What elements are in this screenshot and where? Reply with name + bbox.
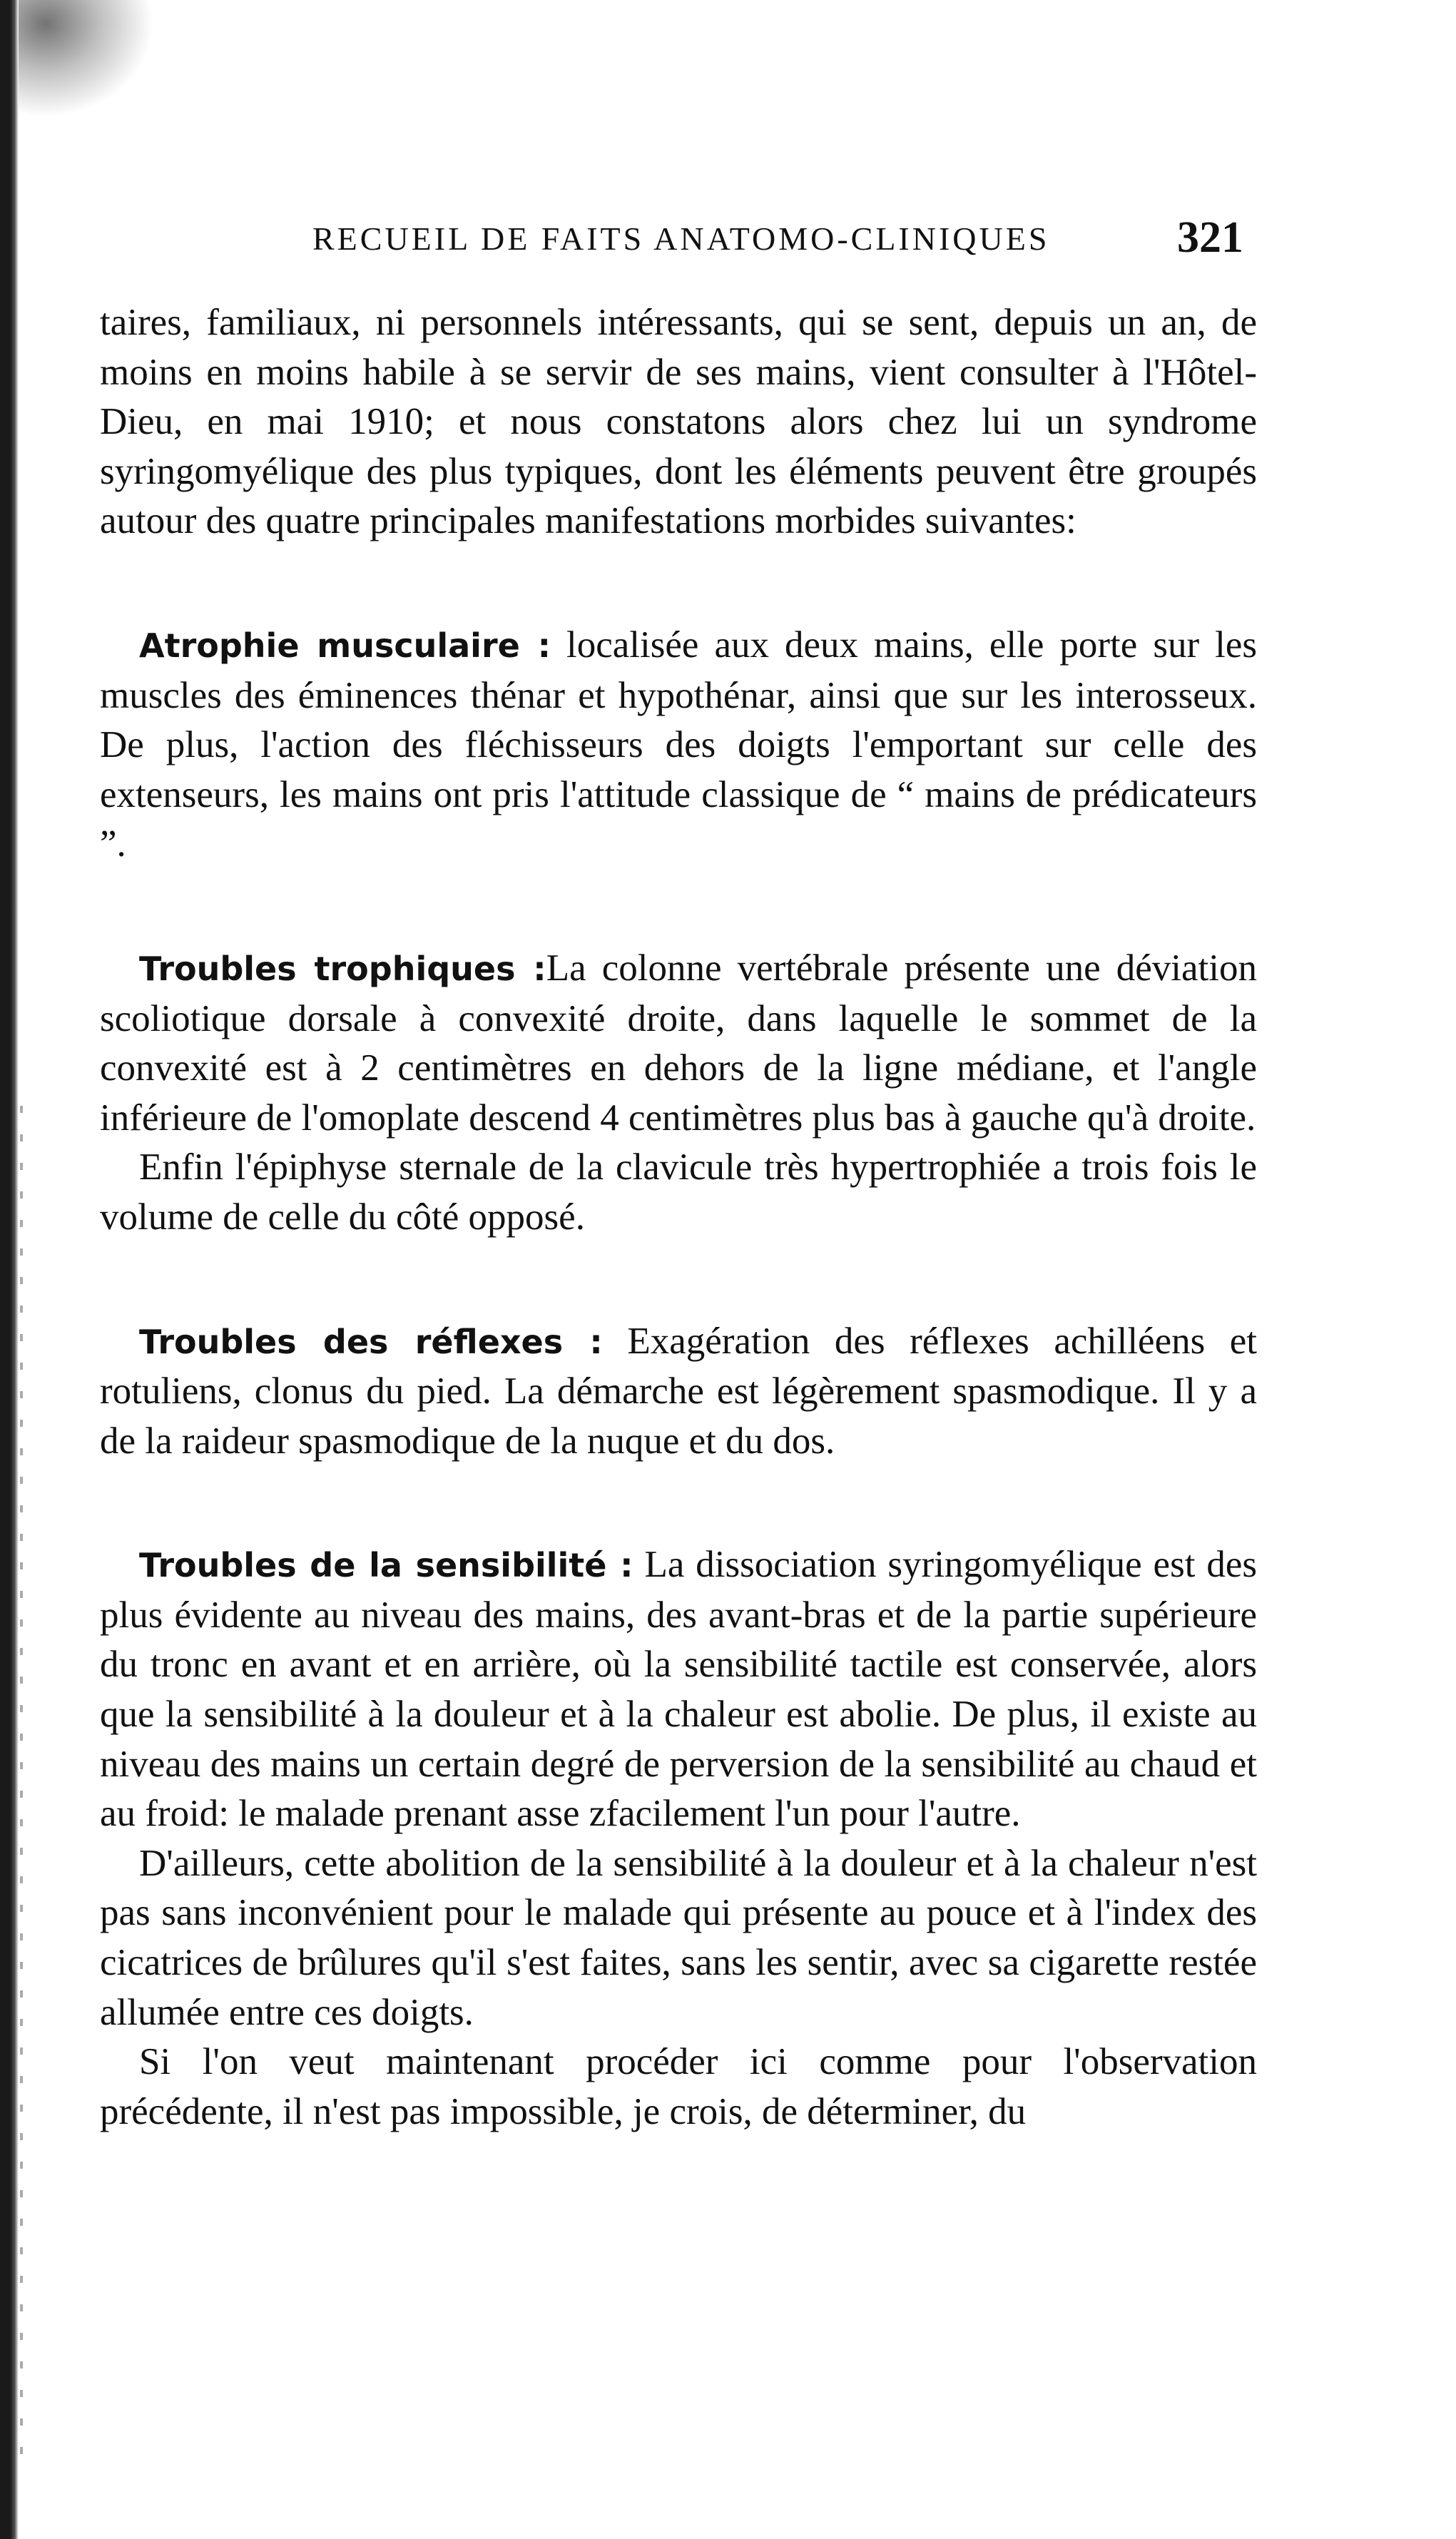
heading-troubles-reflexes: Troubles des réflexes : — [139, 1322, 603, 1361]
page-header — [0, 213, 1456, 270]
heading-troubles-sensibilite: Troubles de la sensibilité : — [139, 1546, 633, 1585]
margin-dotted-rule — [20, 1106, 23, 2461]
paragraph-troubles-sensibilite-3: Si l'on veut maintenant procéder ici comme pour l'observation précédente, il n'est pas impossible, je crois, de déterminer, du — [100, 2041, 1257, 2132]
text-troubles-trophiques: La colonne vertébrale présente une déviation scoliotique dorsale à convexité droite, dans laquelle le sommet de la convexité est à 2 centimètres en dehors de la ligne médiane, et l'angle inférieure de l'omoplate descend 4 centimètres plus bas à gauche qu'à droite. — [100, 947, 1257, 1139]
scan-corner-mark — [19, 0, 154, 118]
heading-troubles-trophiques: Troubles trophiques : — [139, 949, 546, 988]
paragraph-troubles-sensibilite — [100, 1540, 1257, 1839]
page-number: 321 — [1177, 213, 1243, 262]
paragraph-troubles-sensibilite-2: D'ailleurs, cette abolition de la sensibilité à la douleur et à la chaleur n'est pas sans inconvénient pour le malade qui présente au pouce et à l'index des cicatrices de brûlures qu'il s'est faites, sans les sentir, avec sa cigarette restée allumée entre ces doigts. — [100, 1842, 1257, 2033]
paragraph-troubles-trophiques-2: Enfin l'épiphyse sternale de la clavicule très hypertrophiée a trois fois le volume de celle du côté opposé. — [100, 1146, 1257, 1238]
page-binding-edge — [0, 0, 19, 2539]
text-troubles-sensibilite: La dissociation syringomyélique est des plus évidente au niveau des mains, des avant-bras et de la partie supérieure du tronc en avant et en arrière, où la sensibilité tactile est conservée, alors que la sensibilité à la douleur et à la chaleur est abolie. De plus, il existe au niveau des mains un certain degré de perversion de la sensibilité au chaud et au froid: le malade prenant asse zfacilement l'un pour l'autre. — [100, 1544, 1257, 1835]
page-body — [100, 298, 1257, 2137]
paragraph-atrophie-musculaire — [100, 621, 1257, 870]
paragraph-troubles-reflexes — [100, 1317, 1257, 1467]
text-atrophie-musculaire: localisée aux deux mains, elle porte sur les muscles des éminences thénar et hypothénar, ainsi que sur les interosseux. De plus, l'action des fléchisseurs des doigts l'emportant sur celle des extenseurs, les mains ont pris l'attitude classique de “ mains de prédicateurs ”. — [100, 624, 1257, 865]
text-troubles-reflexes: Exagération des réflexes achilléens et rotuliens, clonus du pied. La démarche est légèrement spasmodique. Il y a de la raideur spasmodique de la nuque et du dos. — [100, 1320, 1257, 1462]
paragraph-troubles-trophiques — [100, 944, 1257, 1143]
running-head: RECUEIL DE FAITS ANATOMO-CLINIQUES — [312, 220, 1050, 257]
heading-atrophie-musculaire: Atrophie musculaire : — [139, 626, 551, 665]
paragraph-intro: taires, familiaux, ni personnels intéressants, qui se sent, depuis un an, de moins en moins habile à se servir de ses mains, vient consulter à l'Hôtel-Dieu, en mai 1910; et nous constatons alors chez lui un syndrome syringomyélique des plus typiques, dont les éléments peuvent être groupés autour des quatre principales manifestations morbides suivantes: — [100, 302, 1257, 542]
